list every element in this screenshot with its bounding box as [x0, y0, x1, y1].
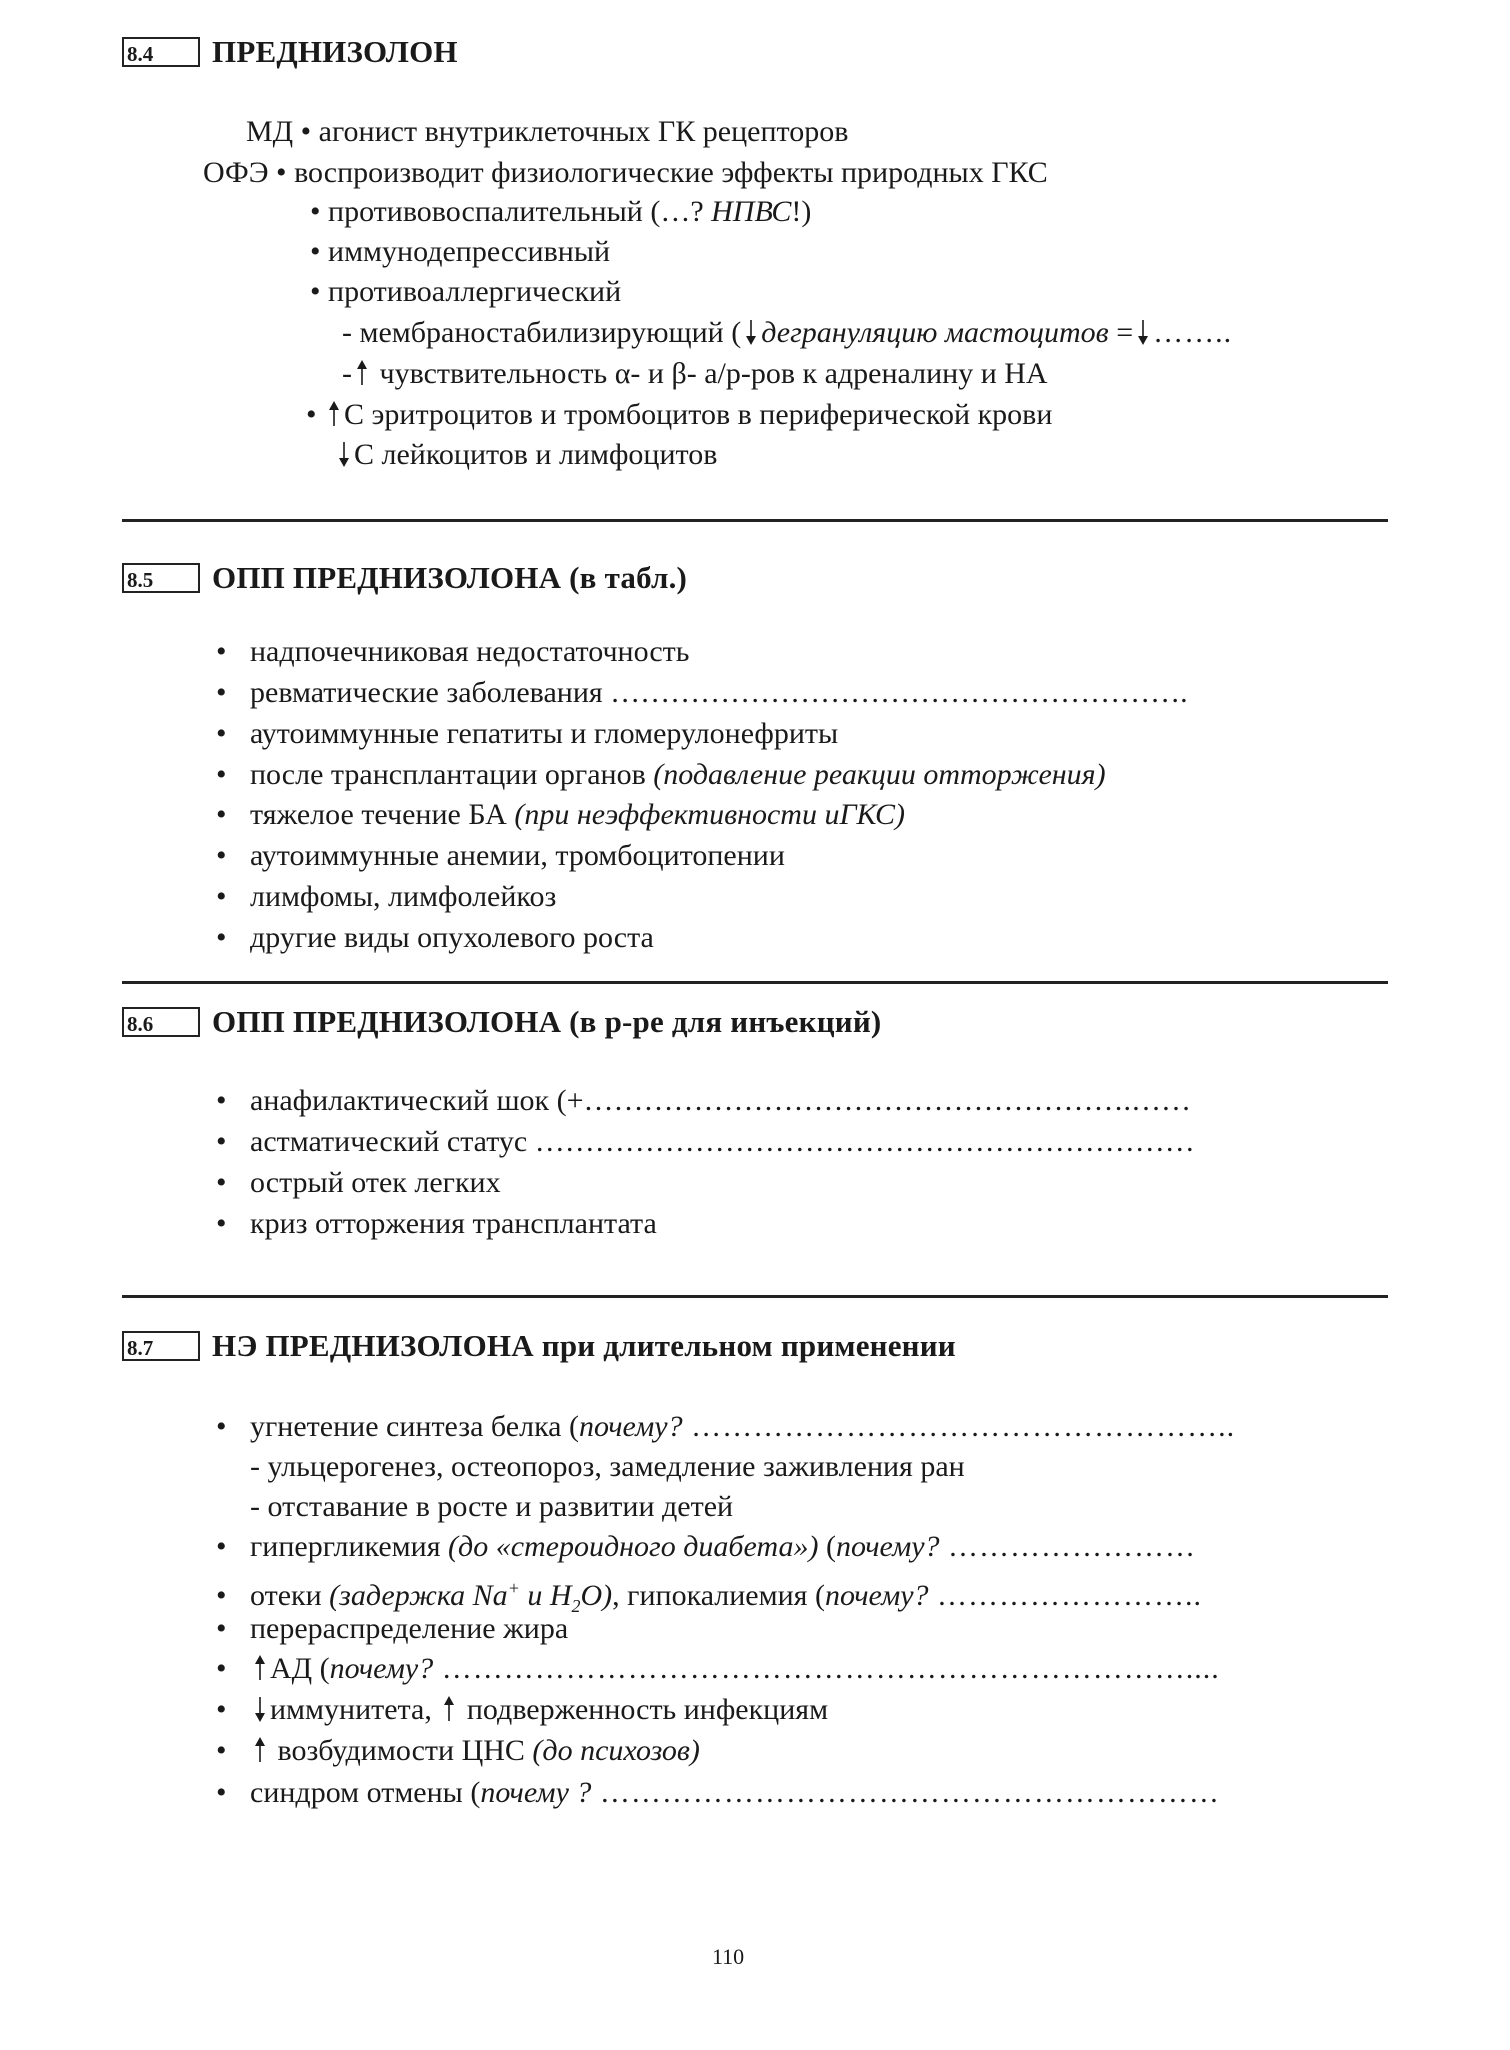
sub-equals: =: [1116, 316, 1134, 349]
fill-in-dots: ……………………………………………………: [591, 1776, 1220, 1809]
side-effect-text: - отставание в росте и развитии детей: [250, 1490, 734, 1523]
arrow-up-icon: [254, 1737, 266, 1763]
list-item-text: другие виды опухолевого роста: [250, 921, 654, 954]
effect-anti-inflammatory: • противовоспалительный (…? НПВС!): [310, 195, 812, 228]
ofe-label: ОФЭ: [203, 156, 269, 189]
fill-in-dots: ………………………………………………………………....: [433, 1652, 1220, 1685]
question: почему?: [579, 1410, 683, 1443]
effect-tail: !): [791, 195, 812, 228]
side-effect-text: синдром отмены (: [250, 1776, 481, 1809]
section-title: ПРЕДНИЗОЛОН: [212, 34, 458, 69]
fill-in-dots: ……..: [1153, 316, 1233, 349]
sub-text: чувствительность α- и β- а/р-ров к адреналину и НА: [379, 357, 1048, 390]
section-header: [122, 1004, 881, 1040]
list-item: • астматический статус …………………………………………………………: [216, 1125, 1195, 1158]
list-item-text: острый отек легких: [250, 1166, 501, 1199]
side-effect-text: - ульцерогенез, остеопороз, замедление заживления ран: [250, 1450, 965, 1483]
side-effect-cns: • возбудимости ЦНС (до психозов): [216, 1734, 700, 1767]
list-item: • другие виды опухолевого роста: [216, 921, 654, 954]
section-title: ОПП ПРЕДНИЗОЛОНА (в р-ре для инъекций): [212, 1004, 882, 1039]
section-title: [212, 1328, 956, 1364]
side-effect-protein: • угнетение синтеза белка (почему? ……………………………………………..: [216, 1410, 1236, 1443]
note-part: O): [580, 1579, 613, 1612]
list-item-text: анафилактический шок (+……………………………………………….……: [250, 1084, 1192, 1117]
side-effect-text: иммунитета,: [270, 1693, 432, 1726]
note-part: и H: [519, 1579, 572, 1612]
paren: (: [818, 1530, 836, 1563]
arrow-down-icon: [745, 319, 757, 345]
list-item: • ревматические заболевания ………………………………………………….: [216, 676, 1188, 709]
note-part: (задержка Na: [329, 1579, 508, 1612]
section-title: ОПП ПРЕДНИЗОЛОНА (в табл.): [212, 560, 688, 595]
list-item-text: тяжелое течение БА: [250, 798, 515, 831]
list-item: • аутоиммунные анемии, тромбоцитопении: [216, 839, 785, 872]
list-item-text: лимфомы, лимфолейкоз: [250, 880, 557, 913]
list-item-note: (при неэффективности иГКС): [514, 798, 906, 831]
effect-text: противоаллергический: [328, 275, 622, 308]
side-effect-text: АД (: [270, 1652, 330, 1685]
side-effect-text: , гипокалиемия (: [612, 1579, 825, 1612]
md-text: агонист внутриклеточных ГК рецепторов: [318, 115, 849, 148]
question: почему ?: [480, 1776, 592, 1809]
arrow-up-icon: [254, 1655, 266, 1681]
section-header: [122, 560, 687, 596]
list-item: • лимфомы, лимфолейкоз: [216, 880, 557, 913]
list-item-text: астматический статус …………………………………………………………: [250, 1125, 1195, 1158]
list-item-text: надпочечниковая недостаточность: [250, 635, 690, 668]
question: почему?: [835, 1530, 940, 1563]
sub-membrane-stabilizing: [342, 315, 1232, 351]
fill-in-dots: ……………………: [939, 1530, 1197, 1563]
section-divider: [122, 519, 1388, 522]
effect-text: С эритроцитов и тромбоцитов в периферической крови: [344, 398, 1053, 431]
side-effect-text: угнетение синтеза белка (: [250, 1410, 579, 1443]
arrow-up-icon: [328, 401, 340, 427]
side-effect-sub: [250, 1449, 965, 1485]
list-item: • надпочечниковая недостаточность: [216, 635, 690, 668]
side-effect-text: подверженность инфекциям: [466, 1693, 829, 1726]
subscript: 2: [571, 1596, 581, 1616]
title-sub: при длительном применении: [533, 1328, 956, 1363]
side-effect-edema: • отеки (задержка Na+ и $H_2O$), гипокалиемия (почему? ……………………..: [216, 1578, 1203, 1616]
side-effect-note: (до психозов): [532, 1734, 700, 1767]
side-effect-immunity: • иммунитета, подверженность инфекциям: [216, 1693, 829, 1726]
ofe-text: воспроизводит физиологические эффекты природных ГКС: [294, 156, 1048, 189]
md-label: МД: [246, 115, 294, 148]
arrow-up-icon: [443, 1696, 455, 1722]
section-divider: [122, 1295, 1388, 1298]
list-item: • острый отек легких: [216, 1166, 501, 1199]
sub-dash: -: [342, 357, 352, 390]
side-effect-text: гипергликемия: [250, 1530, 449, 1563]
list-item: • тяжелое течение БА (при неэффективности иГКС): [216, 798, 906, 831]
side-effect-hyperglycemia: • гипергликемия (до «стероидного диабета») (почему? ……………………: [216, 1530, 1197, 1563]
side-effect-bp: • АД (почему? ………………………………………………………………....: [216, 1652, 1220, 1685]
list-item: • аутоиммунные гепатиты и гломерулонефриты: [216, 717, 839, 750]
arrow-down-icon: [1137, 319, 1149, 345]
list-item: • криз отторжения трансплантата: [216, 1207, 657, 1240]
section-divider: [122, 981, 1388, 984]
side-effect-sub: [250, 1489, 733, 1525]
fill-in-dots: ……………………..: [928, 1579, 1203, 1612]
section-number-box: 8.6: [122, 1007, 200, 1037]
section-header: [122, 34, 458, 70]
list-item: • после трансплантации органов (подавление реакции отторжения): [216, 758, 1106, 791]
side-effect-note: (до «стероидного диабета»): [448, 1530, 819, 1563]
section-number-box: 8.4: [122, 37, 200, 67]
effect-text: иммунодепрессивный: [328, 235, 611, 268]
list-item-text: после трансплантации органов: [250, 758, 654, 791]
title-main: НЭ ПРЕДНИЗОЛОНА: [212, 1328, 534, 1363]
side-effect-text: перераспределение жира: [250, 1612, 569, 1645]
md-line: МД • агонист внутриклеточных ГК рецепторов: [246, 115, 849, 148]
effect-immunosuppressive: • иммунодепрессивный: [310, 235, 611, 268]
effect-blood-cells-down: [334, 437, 717, 473]
effect-note: НПВС: [711, 195, 792, 228]
arrow-down-icon: [254, 1696, 266, 1722]
side-effect-fat: • перераспределение жира: [216, 1612, 569, 1645]
effect-text: С лейкоцитов и лимфоцитов: [354, 438, 718, 471]
sub-text: - мембраностабилизирующий (: [342, 316, 742, 349]
effect-text: противовоспалительный (…?: [328, 195, 712, 228]
side-effect-text: отеки: [250, 1579, 330, 1612]
side-effect-text: возбудимости ЦНС: [277, 1734, 533, 1767]
list-item-text: аутоиммунные анемии, тромбоцитопении: [250, 839, 785, 872]
side-effect-withdrawal: • синдром отмены (почему ? ……………………………………………………: [216, 1776, 1220, 1809]
arrow-down-icon: [338, 441, 350, 467]
effect-antiallergic: • противоаллергический: [310, 275, 622, 308]
list-item: • анафилактический шок (+……………………………………………….……: [216, 1084, 1192, 1117]
question: почему?: [329, 1652, 434, 1685]
superscript: +: [507, 1578, 520, 1598]
ofe-line: ОФЭ • воспроизводит физиологические эффекты природных ГКС: [203, 156, 1048, 189]
side-effect-note: [329, 1578, 613, 1616]
section-number-box: 8.7: [122, 1331, 200, 1361]
list-item-text: ревматические заболевания ………………………………………………….: [250, 676, 1188, 709]
list-item-text: криз отторжения трансплантата: [250, 1207, 657, 1240]
list-item-note: (подавление реакции отторжения): [653, 758, 1106, 791]
effect-blood-cells-up: • С эритроцитов и тромбоцитов в периферической крови: [306, 398, 1053, 431]
section-header: [122, 1328, 956, 1364]
sub-note: дегрануляцию мастоцитов: [761, 316, 1109, 349]
fill-in-dots: ……………………………………………..: [682, 1410, 1236, 1443]
page-number: 110: [712, 1944, 745, 1969]
sub-sensitivity: [342, 356, 1048, 392]
section-number-box: 8.5: [122, 563, 200, 593]
arrow-up-icon: [356, 360, 368, 386]
question: почему?: [824, 1579, 929, 1612]
list-item-text: аутоиммунные гепатиты и гломерулонефриты: [250, 717, 839, 750]
